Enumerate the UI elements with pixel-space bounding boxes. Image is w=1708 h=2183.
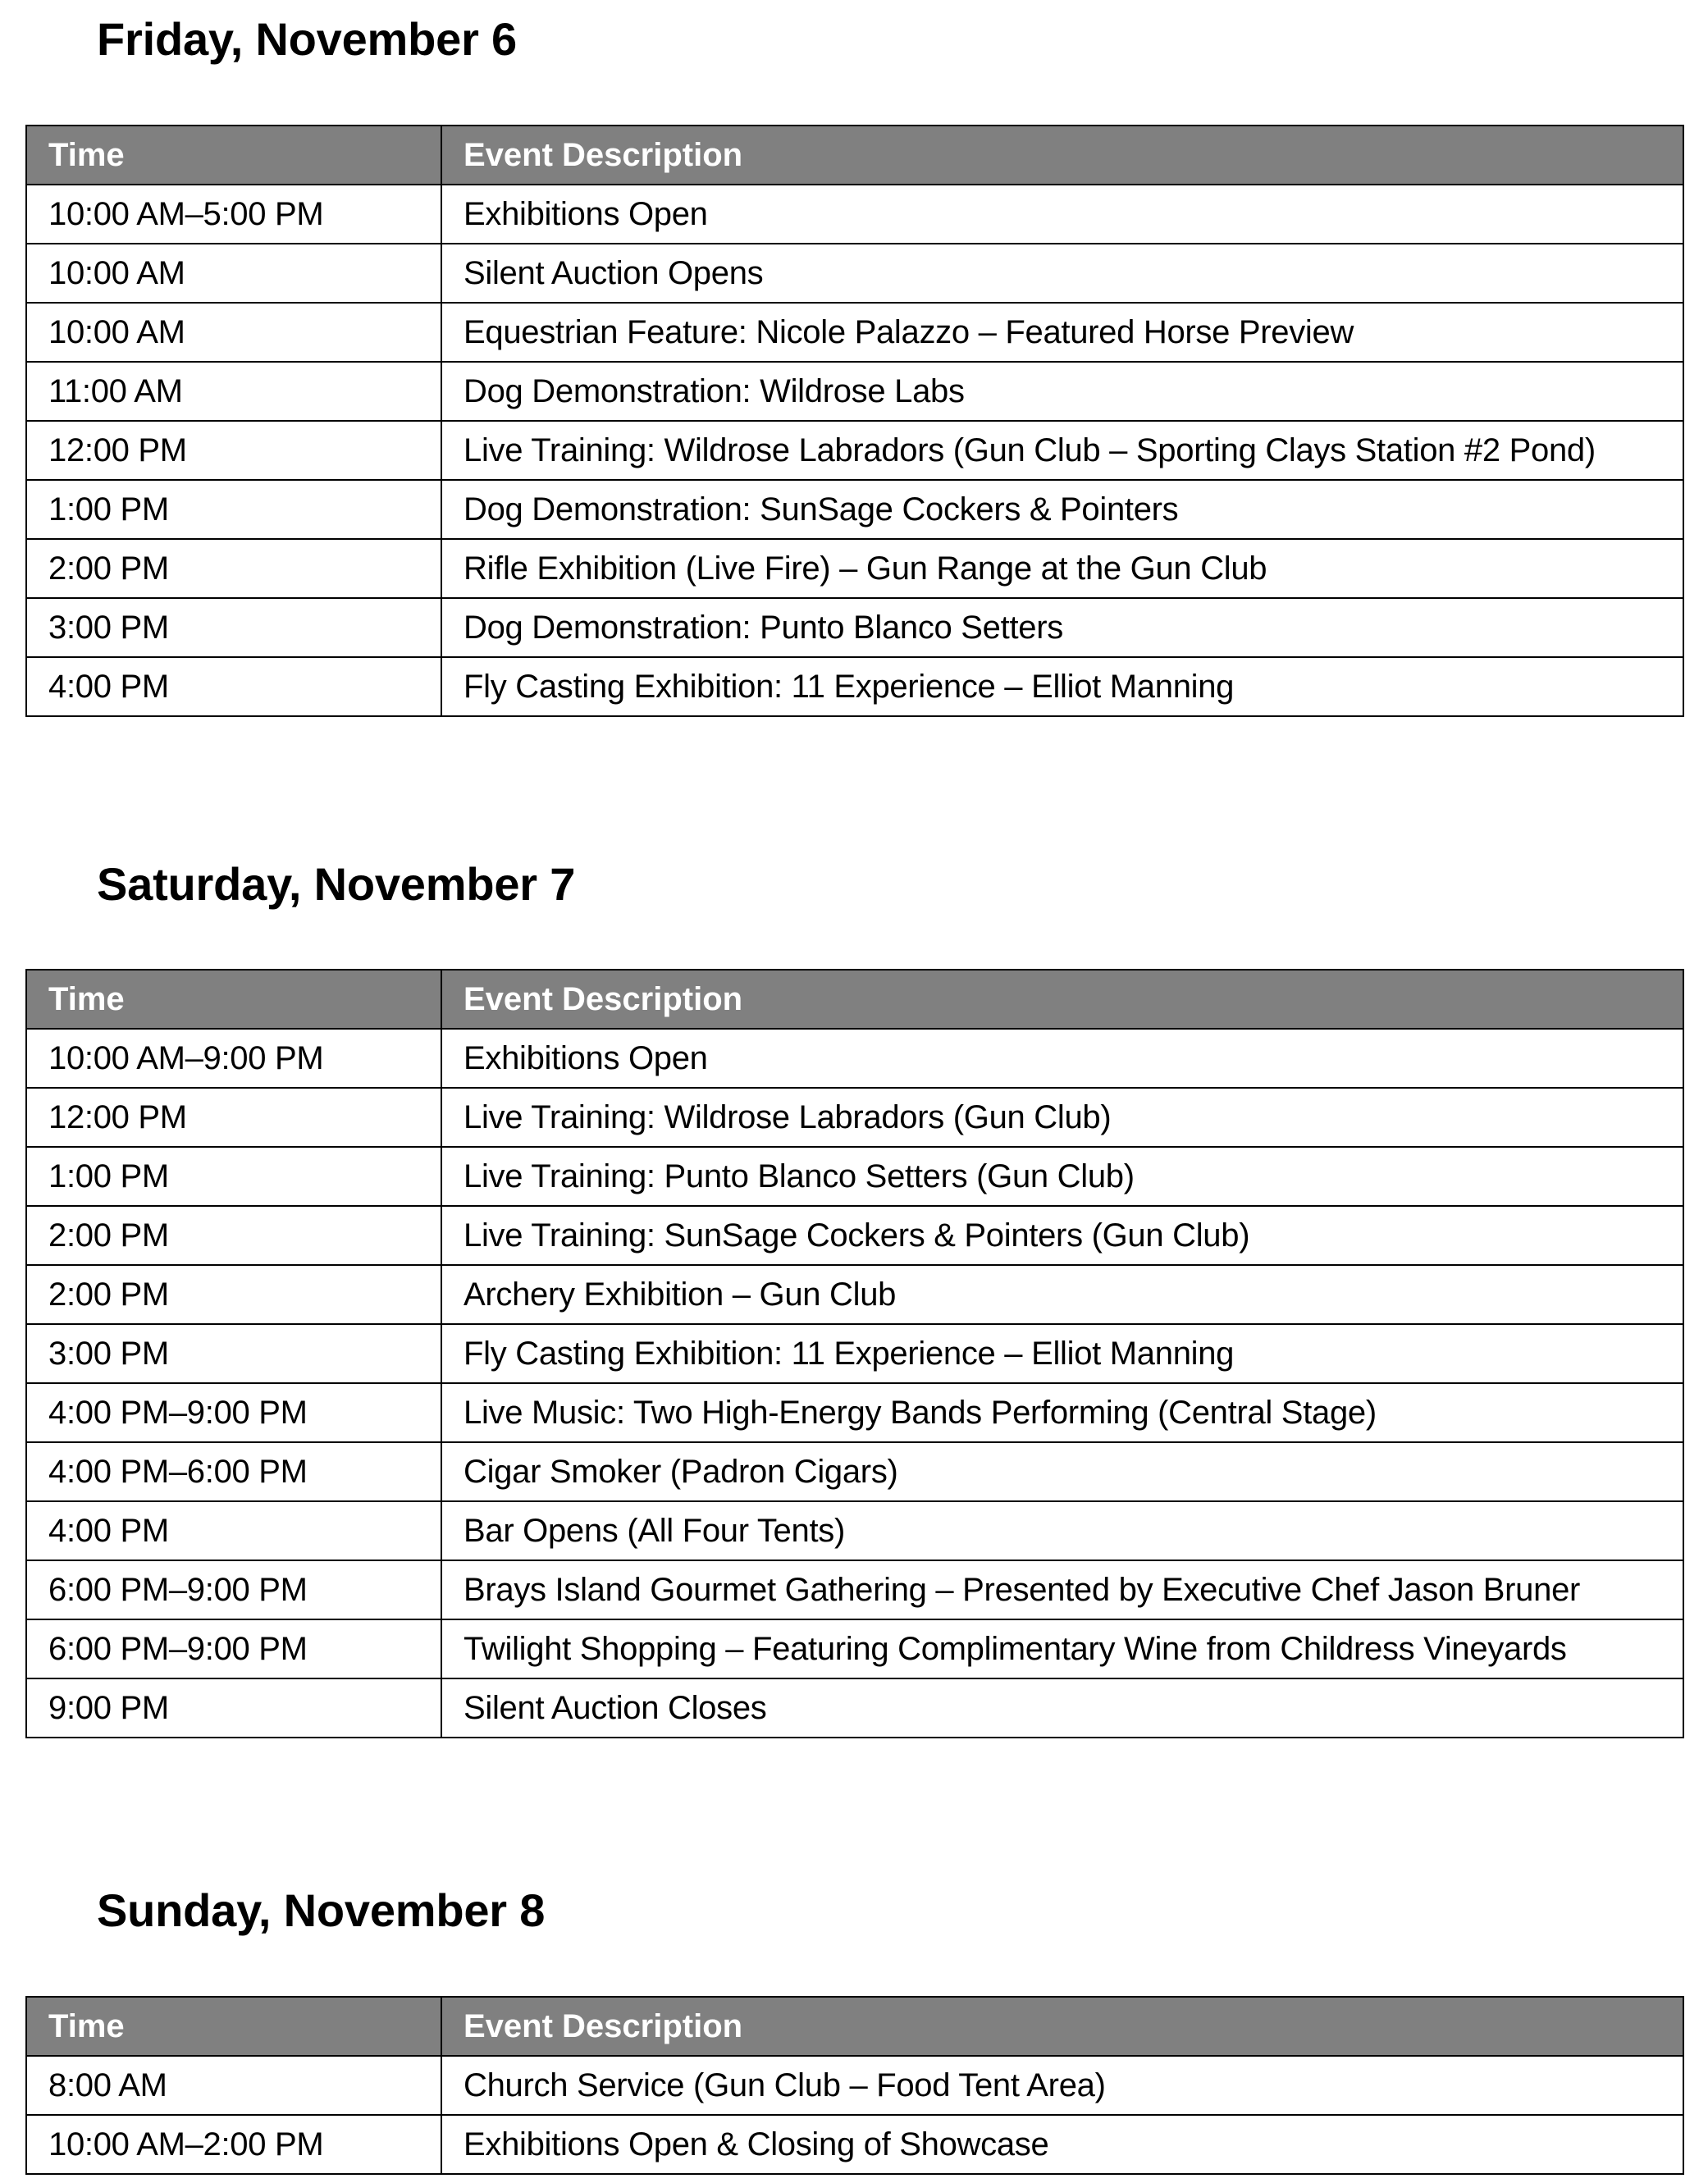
table-row xyxy=(26,598,1683,657)
event-cell: Church Service (Gun Club – Food Tent Area) xyxy=(441,2056,1683,2115)
time-cell: 2:00 PM xyxy=(26,1206,441,1265)
event-cell: Brays Island Gourmet Gathering – Presented by Executive Chef Jason Bruner xyxy=(441,1560,1683,1619)
time-cell: 10:00 AM–9:00 PM xyxy=(26,1029,441,1088)
event-cell: Live Training: Punto Blanco Setters (Gun Club) xyxy=(441,1147,1683,1206)
table-row xyxy=(26,657,1683,716)
time-cell: 6:00 PM–9:00 PM xyxy=(26,1560,441,1619)
column-header-time: Time xyxy=(26,126,441,185)
column-header-time: Time xyxy=(26,1997,441,2056)
column-header-event: Event Description xyxy=(441,1997,1683,2056)
time-cell: 3:00 PM xyxy=(26,598,441,657)
time-cell: 1:00 PM xyxy=(26,480,441,539)
table-row xyxy=(26,303,1683,362)
event-cell: Bar Opens (All Four Tents) xyxy=(441,1501,1683,1560)
event-cell: Cigar Smoker (Padron Cigars) xyxy=(441,1442,1683,1501)
table-row xyxy=(26,185,1683,244)
event-cell: Exhibitions Open xyxy=(441,1029,1683,1088)
time-cell: 3:00 PM xyxy=(26,1324,441,1383)
time-cell: 2:00 PM xyxy=(26,539,441,598)
event-cell: Live Training: Wildrose Labradors (Gun Club – Sporting Clays Station #2 Pond) xyxy=(441,421,1683,480)
time-cell: 4:00 PM–6:00 PM xyxy=(26,1442,441,1501)
table-row xyxy=(26,1029,1683,1088)
event-cell: Silent Auction Closes xyxy=(441,1678,1683,1738)
time-cell: 2:00 PM xyxy=(26,1265,441,1324)
event-cell: Dog Demonstration: Wildrose Labs xyxy=(441,362,1683,421)
table-row xyxy=(26,1383,1683,1442)
table-row xyxy=(26,1442,1683,1501)
time-cell: 4:00 PM–9:00 PM xyxy=(26,1383,441,1442)
event-cell: Live Music: Two High-Energy Bands Performing (Central Stage) xyxy=(441,1383,1683,1442)
table-row xyxy=(26,1619,1683,1678)
table-row xyxy=(26,539,1683,598)
time-cell: 1:00 PM xyxy=(26,1147,441,1206)
day-heading-friday: Friday, November 6 xyxy=(97,13,517,65)
time-cell: 10:00 AM xyxy=(26,244,441,303)
event-cell: Live Training: Wildrose Labradors (Gun Club) xyxy=(441,1088,1683,1147)
time-cell: 10:00 AM–5:00 PM xyxy=(26,185,441,244)
event-cell: Archery Exhibition – Gun Club xyxy=(441,1265,1683,1324)
time-cell: 10:00 AM xyxy=(26,303,441,362)
column-header-time: Time xyxy=(26,970,441,1029)
table-row xyxy=(26,421,1683,480)
event-cell: Dog Demonstration: Punto Blanco Setters xyxy=(441,598,1683,657)
time-cell: 11:00 AM xyxy=(26,362,441,421)
table-row xyxy=(26,244,1683,303)
column-header-event: Event Description xyxy=(441,970,1683,1029)
table-row xyxy=(26,1265,1683,1324)
event-cell: Twilight Shopping – Featuring Complimentary Wine from Childress Vineyards xyxy=(441,1619,1683,1678)
table-header-row xyxy=(26,126,1683,185)
table-row xyxy=(26,1324,1683,1383)
table-row xyxy=(26,362,1683,421)
table-row xyxy=(26,1147,1683,1206)
table-row xyxy=(26,1501,1683,1560)
schedule-table-friday xyxy=(25,125,1684,717)
time-cell: 8:00 AM xyxy=(26,2056,441,2115)
schedule-table-sunday xyxy=(25,1996,1684,2175)
time-cell: 12:00 PM xyxy=(26,421,441,480)
day-heading-sunday: Sunday, November 8 xyxy=(97,1884,546,1936)
time-cell: 6:00 PM–9:00 PM xyxy=(26,1619,441,1678)
table-row xyxy=(26,2115,1683,2174)
time-cell: 4:00 PM xyxy=(26,1501,441,1560)
table-header-row xyxy=(26,1997,1683,2056)
table-row xyxy=(26,1206,1683,1265)
event-cell: Silent Auction Opens xyxy=(441,244,1683,303)
event-cell: Dog Demonstration: SunSage Cockers & Pointers xyxy=(441,480,1683,539)
time-cell: 9:00 PM xyxy=(26,1678,441,1738)
time-cell: 12:00 PM xyxy=(26,1088,441,1147)
table-header-row xyxy=(26,970,1683,1029)
table-row xyxy=(26,1678,1683,1738)
table-row xyxy=(26,1560,1683,1619)
event-cell: Exhibitions Open & Closing of Showcase xyxy=(441,2115,1683,2174)
event-cell: Rifle Exhibition (Live Fire) – Gun Range at the Gun Club xyxy=(441,539,1683,598)
table-row xyxy=(26,480,1683,539)
event-cell: Fly Casting Exhibition: 11 Experience – Elliot Manning xyxy=(441,1324,1683,1383)
event-cell: Live Training: SunSage Cockers & Pointers (Gun Club) xyxy=(441,1206,1683,1265)
event-cell: Exhibitions Open xyxy=(441,185,1683,244)
schedule-table-saturday xyxy=(25,969,1684,1738)
column-header-event: Event Description xyxy=(441,126,1683,185)
day-heading-saturday: Saturday, November 7 xyxy=(97,858,576,910)
time-cell: 4:00 PM xyxy=(26,657,441,716)
table-row xyxy=(26,1088,1683,1147)
event-cell: Fly Casting Exhibition: 11 Experience – Elliot Manning xyxy=(441,657,1683,716)
event-cell: Equestrian Feature: Nicole Palazzo – Featured Horse Preview xyxy=(441,303,1683,362)
time-cell: 10:00 AM–2:00 PM xyxy=(26,2115,441,2174)
table-row xyxy=(26,2056,1683,2115)
